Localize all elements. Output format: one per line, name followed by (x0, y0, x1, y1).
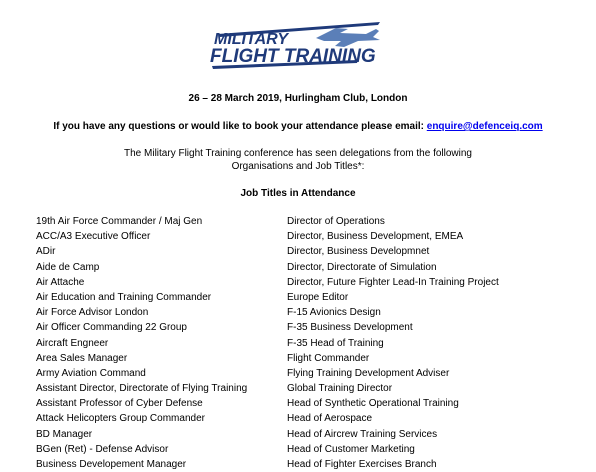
jet-silhouette-icon (316, 28, 380, 47)
event-info: 26 – 28 March 2019, Hurlingham Club, London (188, 93, 408, 104)
list-item: Area Sales Manager (36, 352, 128, 364)
list-item: Flying Training Development Adviser (287, 367, 450, 379)
list-item: Director of Operations (287, 216, 385, 227)
job-titles-left-column (36, 214, 247, 472)
contact-line (0, 120, 596, 133)
list-item: Head of Customer Marketing (287, 443, 415, 455)
list-item: Flight Commander (287, 352, 370, 364)
list-item: ACC/A3 Executive Officer (36, 231, 151, 243)
list-item: F-35 Business Development (287, 322, 413, 334)
list-item: Head of Fighter Exercises Branch (287, 459, 437, 470)
section-title: Job Titles in Attendance (240, 188, 356, 199)
list-item: Air Attache (36, 276, 85, 288)
list-item: ADir (36, 246, 56, 258)
list-item: Director, Future Fighter Lead-In Training Project (287, 276, 499, 288)
logo-line2: FLIGHT TRAINING (210, 46, 376, 67)
list-item: Global Training Director (287, 383, 393, 395)
list-item: F-35 Head of Training (287, 337, 384, 349)
list-item: Head of Aircrew Training Services (287, 428, 438, 440)
list-item: Aide de Camp (36, 261, 100, 273)
list-item: Attack Helicopters Group Commander (36, 413, 205, 425)
list-item: Head of Synthetic Operational Training (287, 398, 459, 410)
list-item: Air Education and Training Commander (36, 291, 212, 303)
list-item: Director, Directorate of Simulation (287, 261, 437, 273)
list-item: Head of Aerospace (287, 413, 373, 425)
list-item: Aircraft Engneer (36, 337, 109, 349)
list-item: Air Force Advisor London (36, 307, 149, 319)
list-item: F-15 Avionics Design (287, 307, 381, 319)
list-item: Business Developement Manager (36, 459, 187, 470)
logo-line1: MILITARY (214, 31, 289, 48)
list-item: 19th Air Force Commander / Maj Gen (36, 216, 203, 227)
list-item: Assistant Professor of Cyber Defense (36, 398, 203, 410)
logo-graphic (208, 20, 384, 74)
list-item: Air Officer Commanding 22 Group (36, 322, 187, 334)
list-item: Assistant Director, Directorate of Flying Training (36, 383, 248, 395)
contact-email-link[interactable]: enquire@defenceiq.com (426, 121, 543, 132)
intro-line-1: The Military Flight Training conference has seen delegations from the following (124, 148, 472, 159)
military-flight-training-logo (208, 20, 384, 74)
list-item: Army Aviation Command (36, 367, 146, 379)
list-item: BGen (Ret) - Defense Advisor (36, 443, 169, 455)
list-item: Europe Editor (287, 291, 349, 303)
list-item: BD Manager (36, 428, 93, 440)
job-titles-right-column (287, 214, 499, 472)
list-item: Director, Business Developmnet (287, 246, 430, 258)
contact-prefix: If you have any questions or would like to book your attendance please email: (53, 121, 427, 132)
list-item: Director, Business Development, EMEA (287, 231, 464, 243)
intro-line-2: Organisations and Job Titles*: (231, 161, 365, 172)
